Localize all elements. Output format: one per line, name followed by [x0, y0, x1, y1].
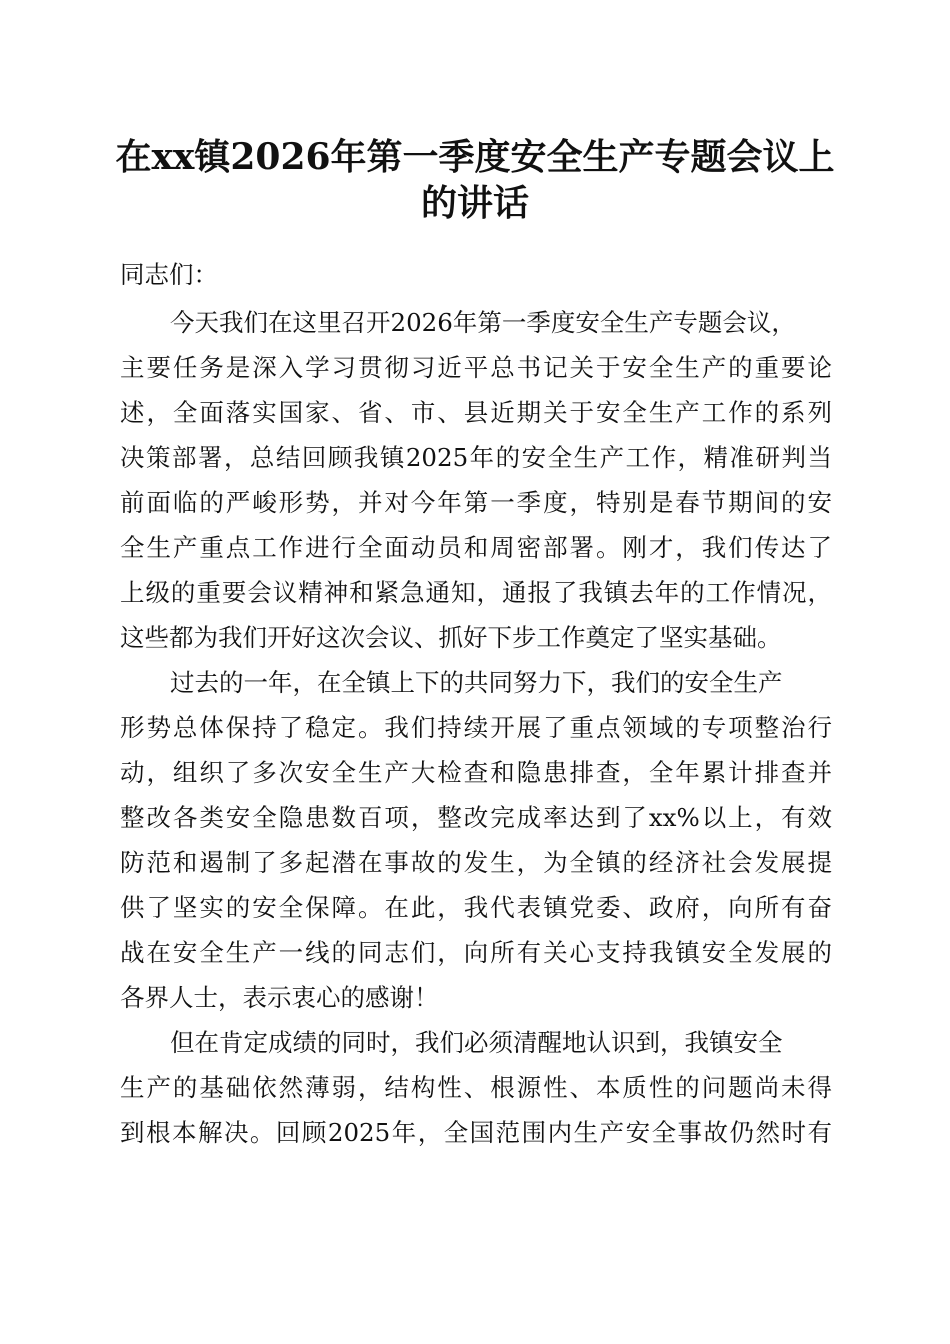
paragraph-line: 形势总体保持了稳定。我们持续开展了重点领域的专项整治行 — [120, 713, 832, 742]
paragraph — [120, 300, 832, 660]
paragraph-line: 战在安全生产一线的同志们，向所有关心支持我镇安全发展的 — [120, 938, 832, 967]
document-body — [120, 250, 832, 1155]
paragraph-line: 动，组织了多次安全生产大检查和隐患排查，全年累计排查并 — [120, 758, 832, 787]
paragraph-line: 到根本解决。回顾2025年，全国范围内生产安全事故仍然时有 — [120, 1118, 832, 1147]
paragraph-line: 述，全面落实国家、省、市、县近期关于安全生产工作的系列 — [120, 398, 832, 427]
paragraph-line: 过去的一年，在全镇上下的共同努力下，我们的安全生产 — [170, 668, 783, 697]
paragraph-line: 决策部署，总结回顾我镇2025年的安全生产工作，精准研判当 — [120, 443, 832, 472]
paragraph-line: 生产的基础依然薄弱，结构性、根源性、本质性的问题尚未得 — [120, 1073, 832, 1102]
paragraph-line: 防范和遏制了多起潜在事故的发生，为全镇的经济社会发展提 — [120, 848, 832, 877]
paragraph-line: 各界人士，表示衷心的感谢！ — [120, 983, 439, 1012]
paragraph-line: 这些都为我们开好这次会议、抓好下步工作奠定了坚实基础。 — [120, 623, 782, 652]
paragraph-line: 主要任务是深入学习贯彻习近平总书记关于安全生产的重要论 — [120, 353, 832, 382]
title-line: 在xx镇2026年第一季度安全生产专题会议上 — [115, 136, 835, 178]
paragraph — [120, 660, 832, 1020]
salutation: 同志们： — [120, 260, 218, 289]
paragraph-line: 上级的重要会议精神和紧急通知，通报了我镇去年的工作情况， — [120, 578, 832, 607]
paragraph-line: 前面临的严峻形势，并对今年第一季度，特别是春节期间的安 — [120, 488, 832, 517]
paragraph — [120, 1020, 832, 1155]
paragraph-line: 但在肯定成绩的同时，我们必须清醒地认识到，我镇安全 — [170, 1028, 783, 1057]
paragraph-line: 今天我们在这里召开2026年第一季度安全生产专题会议， — [170, 308, 796, 337]
paragraph-line: 整改各类安全隐患数百项，整改完成率达到了xx%以上，有效 — [120, 803, 832, 832]
document-title — [100, 134, 850, 226]
paragraph-line: 供了坚实的安全保障。在此，我代表镇党委、政府，向所有奋 — [120, 893, 832, 922]
paragraph-line: 全生产重点工作进行全面动员和周密部署。刚才，我们传达了 — [120, 533, 832, 562]
title-line: 的讲话 — [420, 182, 529, 224]
